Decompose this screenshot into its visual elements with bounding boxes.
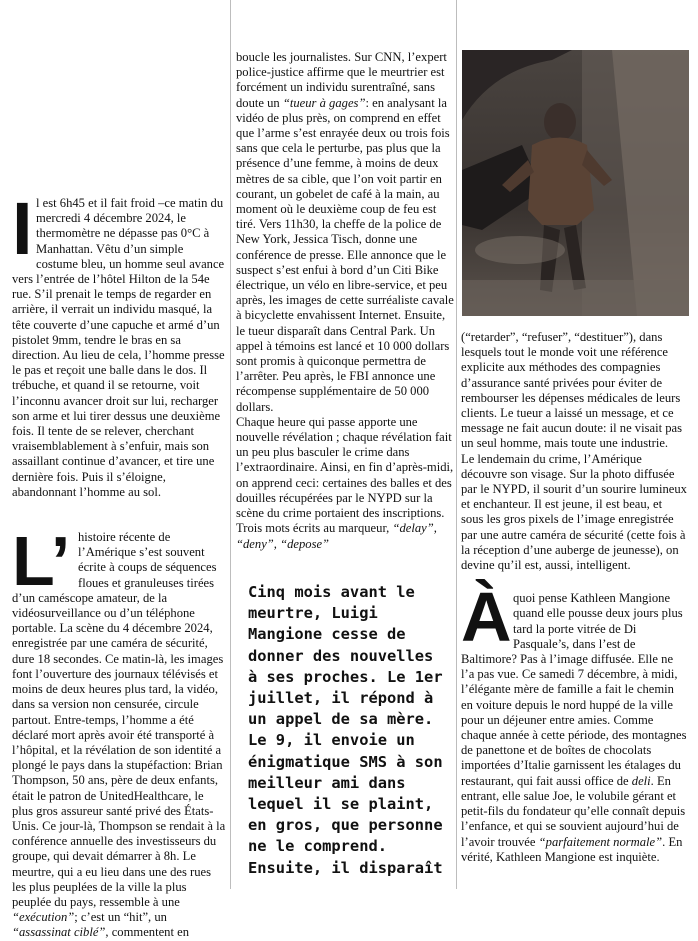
column-rule-left [230,0,231,889]
surveillance-photo [462,50,689,316]
paragraph-text: Chaque heure qui passe apporte une nouvelle révélation ; chaque révélation fait un peu plus basculer le crime dans l’extraordinaire. Ainsi, en fin d’après-midi, on apprend ceci: certaines des balles et des douilles récupérées par le NYPD sur la scène du crime portaient des inscriptions. Trois mots écrits au marqueur, [236,414,454,536]
drop-cap: L’ [12,522,71,601]
paragraph-text: . En vérité, Kathleen Mangione est inquiète. [461,834,683,864]
column-rule-right [456,0,457,889]
paragraph-cnn [236,50,454,415]
pull-quote: Cinq mois avant le meurtre, Luigi Mangione cesse de donner des nouvelles à ses proches. Le 1er juillet, il répond à un appel de sa mère. Le 9, il envoie un énigmatique SMS à son meilleur ami dans lequel il se plaint, en gros, que personne ne le comprend. Ensuite, il disparaît [248,583,443,877]
quote-normal: “parfaitement normale” [538,834,663,849]
paragraph-revelation [236,415,454,552]
drop-cap: I [12,187,33,270]
paragraph-text: l est 6h45 et il fait froid –ce matin du mercredi 4 décembre 2024, le thermomètre ne dépasse pas 0°C à Manhattan. Vêtu d’un simple costume bleu, un homme seul avance vers l’entrée de l’hôtel Hilton de la 54e rue. S’il prenait le temps de regarder en arrière, il verrait un individu masqué, la tête couverte d’une capuche et armé d’un pistolet 9mm, tendre le bras en sa direction. Au lieu de cela, l’homme presse le pas et reçoit une balle dans le dos. Il trébuche, et quand il se retourne, voit l’inconnu avancer droit sur lui, recharger son arme et lui tirer dessus une deuxième fois. Il tente de se relever, cherchant vraisemblablement à s’enfuir, mais son assaillant continue d’avancer, et tire une dernière fois. Puis il s’éloigne, abandonnant l’homme au sol. [12,196,225,499]
quote-inscriptions: “delay”, “deny”, “depose” [236,521,437,551]
column-3 [461,330,687,865]
paragraph-opening [12,187,227,500]
paragraph-industry: (“retarder”, “refuser”, “destituer”), dans lesquels tout le monde voit une référence explicite aux méthodes des compagnies d’assurance santé privées pour éviter de rembourser les dépenses médicales de leurs clients. Le tueur a laissé un message, et ce message ne fait aucun doute: il ne visait pas un seul homme, mais toute une industrie. [461,330,683,451]
quote-hitman: “tueur à gages” [282,95,366,110]
quote-execution: “exécution” [12,910,75,925]
drop-cap: À [461,578,512,657]
italic-deli: deli [631,773,651,788]
paragraph-text: , commentent en [105,925,190,940]
paragraph-text: ; c’est un “hit”, un [74,910,167,925]
column-2 [236,50,454,552]
surveillance-photo-icon [462,50,689,316]
paragraph-text: histoire récente de l’Amérique s’est souvent écrite à coups de séquences floues et granuleuses tirées d’un caméscope amateur, de la vidéosurveillance ou d’un téléphone portable. La scène du 4 décembre 2024, enregistrée par une caméra de sécurité, dure 18 secondes. Ce matin-là, les images font l’ouverture des journaux télévisés et moins de deux heures plus tard, la vidéo, dans sa version non censurée, circule partout. Entre-temps, l’homme a été déclaré mort après avoir été transporté à l’hôpital, et la révélation de son identité a plongé le pays dans la stupéfaction: Brian Thompson, 50 ans, père de deux enfants, était le patron de UnitedHealthcare, le plus gros assureur santé privé des États-Unis. Ce jour-là, Thompson se rendait à la conférence annuelle des investisseurs du groupe, qui devait démarrer à 8h. Le meurtre, qui a eu lieu dans une des rues les plus peuplées de la ville la plus peuplée du pays, ressemble à une [12,530,226,909]
paragraph-text: : en analysant la vidéo de plus près, on comprend en effet que l’arme s’est enrayée deux ou trois fois sans que cela le perturbe, pas plus que la présence d’une femme, à moins de deux mètres de sa cible, que l’on voit partir en courant, un gobelet de café à la main, au moment où le deuxième coup de feu est tiré. Vers 11h30, la cheffe de la police de New York, Jessica Tisch, donne une conférence de presse. Elle annonce que le suspect s’est enfui à bord d’un Citi Bike électrique, un vélo en libre-service, et peu après, les images de cette surréaliste cavale à bicyclette envahissent Internet. Ensuite, le tueur disparaît dans Central Park. Un appel à témoins est lancé et 10 000 dollars sont promis à quiconque permettra de l’arrêter. Peu après, le FBI annonce une récompense supplémentaire de 50 000 dollars. [236,95,454,414]
quote-targeted: “assassinat ciblé” [12,925,106,940]
paragraph-text: boucle les journalistes. Sur CNN, l’expert police-justice affirme que le meurtrier est forcément un individu surentraîné, sans doute un [236,50,447,110]
paragraph-face: Le lendemain du crime, l’Amérique découvre son visage. Sur la photo diffusée par le NYPD, il sourit d’un sourire lumineux et enchanteur. Il est jeune, il est beau, et sous les gros pixels de l’image enregistrée par une autre caméra de sécurité (cette fois à la réception d’une auberge de jeunesse), on devine qu’il est, aussi, intelligent. [461,451,687,573]
column-1 [12,187,227,941]
paragraph-text: . En entrant, elle salue Joe, le volubile gérant et petit-fils du fondateur qu’elle connaît depuis l’enfance, et qui se souvient aujourd’hui de l’avoir trouvée [461,773,686,849]
paragraph-history [12,522,227,940]
paragraph-kathleen [461,578,687,865]
paragraph-text: quoi pense Kathleen Mangione quand elle pousse deux jours plus tard la porte vitrée de Di Pasquale’s, dans l’est de Baltimore? Pas à l’image diffusée. Elle ne l’a pas vue. Ce samedi 7 décembre, à midi, l’élégante mère de famille a fait le chemin en voiture depuis le nord huppé de la ville pour un déjeuner entre amies. Comme chaque année à cette période, des montagnes de panettone et de boîtes de chocolats importées d’Italie garnissent les étalages du restaurant, qui fait aussi office de [461,591,687,788]
